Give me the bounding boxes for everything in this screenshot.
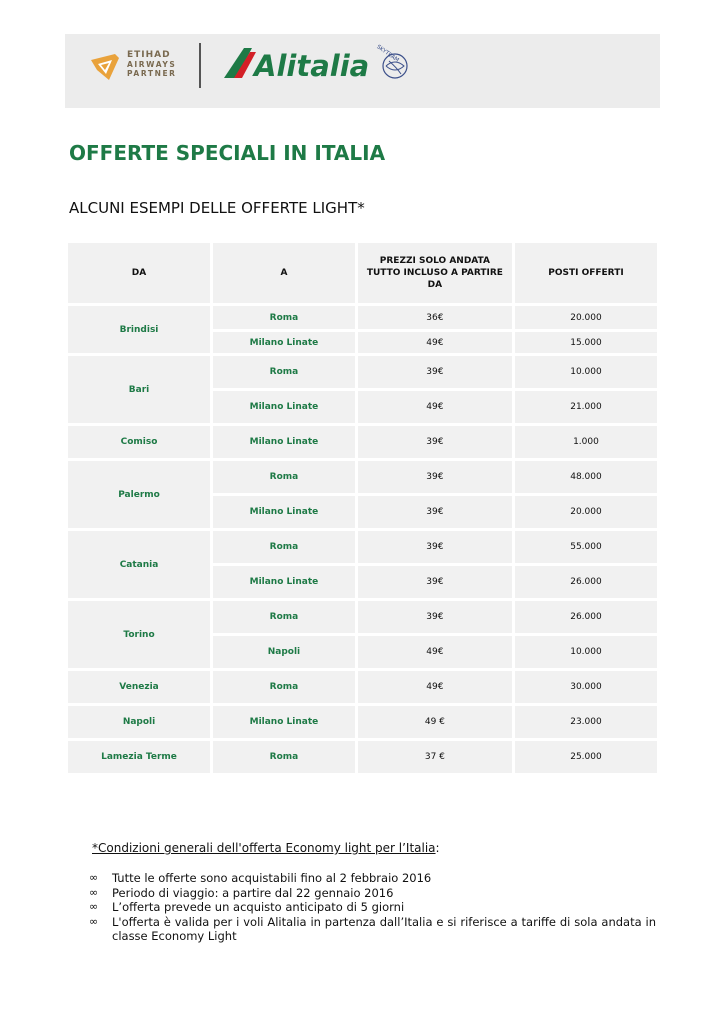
table-header-row	[68, 243, 657, 303]
price-cell: 39€	[358, 566, 512, 598]
origin-cell: Torino	[68, 601, 210, 668]
alitalia-wordmark: Alitalia	[254, 49, 370, 82]
seats-cell: 1.000	[515, 426, 657, 458]
seats-cell: 26.000	[515, 601, 657, 633]
list-item	[89, 871, 656, 886]
page-title: OFFERTE SPECIALI IN ITALIA	[69, 141, 386, 165]
origin-cell: Brindisi	[68, 306, 210, 353]
seats-cell: 20.000	[515, 496, 657, 528]
conditions-title: *Condizioni generali dell'offerta Economy light per l’Italia	[92, 841, 436, 855]
origin-cell: Venezia	[68, 671, 210, 703]
destination-cell: Napoli	[213, 636, 355, 668]
destination-cell: Roma	[213, 306, 355, 329]
price-cell: 39€	[358, 426, 512, 458]
offers-table	[65, 240, 660, 776]
skyteam-text: SKYTEAM	[375, 44, 400, 64]
origin-cell: Bari	[68, 356, 210, 423]
table-row	[68, 706, 657, 738]
list-item	[89, 915, 656, 944]
destination-cell: Roma	[213, 741, 355, 773]
table-row	[68, 306, 657, 329]
origin-cell: Lamezia Terme	[68, 741, 210, 773]
price-cell: 39€	[358, 496, 512, 528]
table-row	[68, 741, 657, 773]
column-header-to: A	[213, 243, 355, 303]
price-cell: 36€	[358, 306, 512, 329]
destination-cell: Roma	[213, 461, 355, 493]
conditions-heading	[92, 841, 440, 855]
condition-text: Periodo di viaggio: a partire dal 22 gennaio 2016	[112, 885, 394, 900]
column-header-from: DA	[68, 243, 210, 303]
price-cell: 39€	[358, 356, 512, 388]
column-header-price: PREZZI SOLO ANDATA TUTTO INCLUSO A PARTIRE DA	[358, 243, 512, 303]
condition-text: L’offerta prevede un acquisto anticipato di 5 giorni	[112, 900, 405, 914]
destination-cell: Milano Linate	[213, 496, 355, 528]
destination-cell: Milano Linate	[213, 426, 355, 458]
infinity-bullet-icon: ∞	[89, 871, 99, 884]
seats-cell: 23.000	[515, 706, 657, 738]
condition-text: Tutte le offerte sono acquistabili fino al 2 febbraio 2016	[112, 871, 432, 885]
etihad-partner-text	[127, 51, 177, 78]
section-subtitle: ALCUNI ESEMPI DELLE OFFERTE LIGHT*	[69, 199, 365, 217]
seats-cell: 10.000	[515, 636, 657, 668]
table-row	[68, 426, 657, 458]
price-cell: 49€	[358, 332, 512, 353]
infinity-bullet-icon: ∞	[89, 900, 99, 913]
table-row	[68, 671, 657, 703]
price-cell: 37 €	[358, 741, 512, 773]
origin-cell: Palermo	[68, 461, 210, 528]
seats-cell: 21.000	[515, 391, 657, 423]
origin-cell: Catania	[68, 531, 210, 598]
price-cell: 39€	[358, 531, 512, 563]
infinity-bullet-icon: ∞	[89, 885, 99, 899]
origin-cell: Napoli	[68, 706, 210, 738]
conditions-title-suffix: :	[435, 841, 440, 855]
seats-cell: 20.000	[515, 306, 657, 329]
table-row	[68, 356, 657, 388]
price-cell: 49€	[358, 391, 512, 423]
infinity-bullet-icon: ∞	[89, 914, 99, 928]
destination-cell: Milano Linate	[213, 566, 355, 598]
skyteam-logo	[373, 44, 413, 84]
destination-cell: Roma	[213, 671, 355, 703]
logo-divider	[199, 43, 201, 88]
list-item	[89, 900, 656, 915]
price-cell: 49€	[358, 636, 512, 668]
destination-cell: Roma	[213, 531, 355, 563]
seats-cell: 30.000	[515, 671, 657, 703]
price-cell: 49€	[358, 671, 512, 703]
origin-cell: Comiso	[68, 426, 210, 458]
price-cell: 39€	[358, 461, 512, 493]
destination-cell: Milano Linate	[213, 332, 355, 353]
table-row	[68, 461, 657, 493]
seats-cell: 10.000	[515, 356, 657, 388]
table-row	[68, 531, 657, 563]
table-row	[68, 601, 657, 633]
destination-cell: Milano Linate	[213, 706, 355, 738]
column-header-seats: POSTI OFFERTI	[515, 243, 657, 303]
seats-cell: 25.000	[515, 741, 657, 773]
price-cell: 49 €	[358, 706, 512, 738]
seats-cell: 55.000	[515, 531, 657, 563]
seats-cell: 48.000	[515, 461, 657, 493]
conditions-list	[89, 871, 656, 944]
seats-cell: 26.000	[515, 566, 657, 598]
etihad-line-2: AIRWAYS	[127, 60, 177, 69]
condition-text: L'offerta è valida per i voli Alitalia in partenza dall’Italia e si riferisce a tariffe di sola andata in classe Economy Light	[112, 914, 656, 943]
destination-cell: Milano Linate	[213, 391, 355, 423]
destination-cell: Roma	[213, 356, 355, 388]
etihad-line-1: ETIHAD	[127, 50, 171, 60]
seats-cell: 15.000	[515, 332, 657, 353]
list-item	[89, 886, 656, 901]
price-cell: 39€	[358, 601, 512, 633]
destination-cell: Roma	[213, 601, 355, 633]
alitalia-logo	[222, 44, 372, 82]
etihad-line-3: PARTNER	[127, 69, 177, 78]
